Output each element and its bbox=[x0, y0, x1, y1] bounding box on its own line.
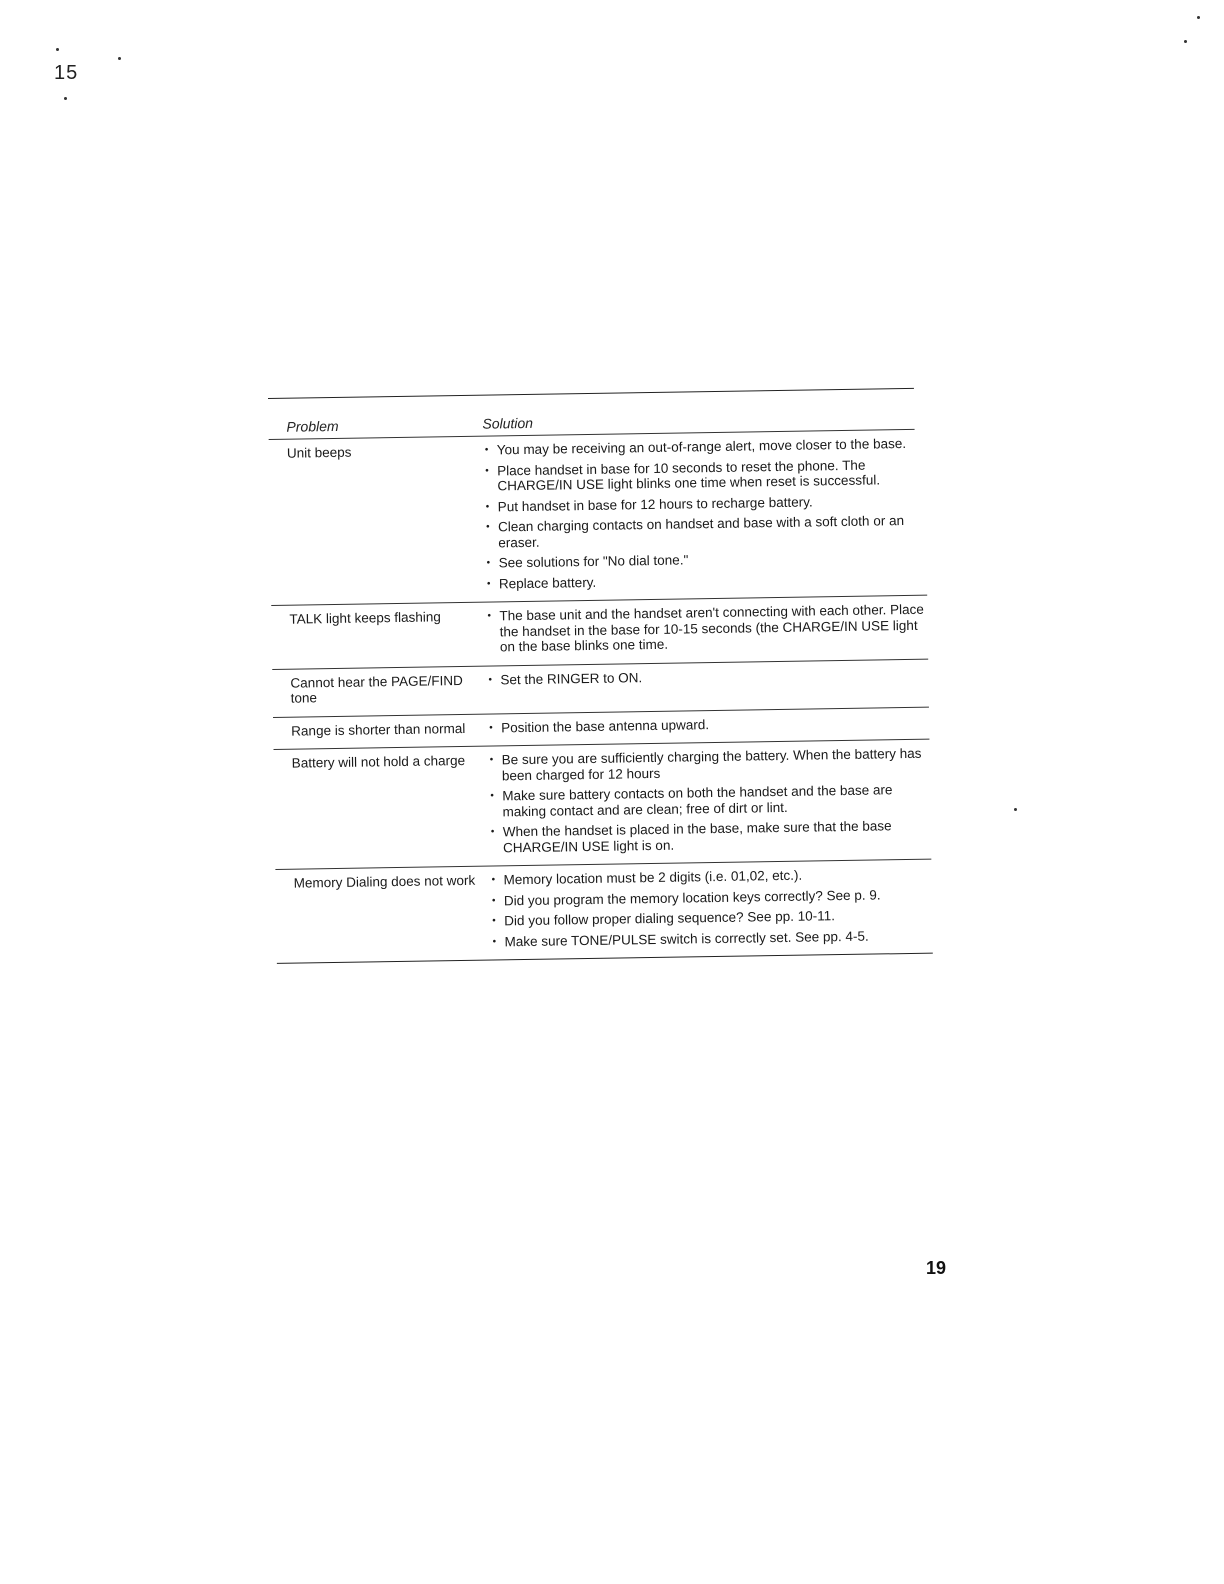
solution-item: • Be sure you are sufficiently charging the battery. When the battery has been charged for 12 hours bbox=[488, 746, 930, 784]
solution-item: • The base unit and the handset aren't connecting with each other. Place the handset in the base for 10-15 seconds (the CHARGE/IN USE light on the base blinks one time. bbox=[485, 602, 928, 655]
page-number: 19 bbox=[926, 1258, 947, 1278]
problem-cell: Range is shorter than normal bbox=[291, 720, 466, 739]
solution-list bbox=[487, 713, 929, 735]
solution-list bbox=[483, 436, 927, 592]
solution-item: • Place handset in base for 10 seconds to reset the phone. The CHARGE/IN USE light blinks one time when reset is successful. bbox=[483, 456, 925, 494]
solution-item: • Replace battery. bbox=[485, 569, 927, 591]
solution-item: • You may be receiving an out-of-range alert, move closer to the base. bbox=[483, 436, 925, 458]
table-row bbox=[275, 860, 932, 964]
scan-speck bbox=[64, 97, 67, 100]
corner-page-mark: 15 bbox=[54, 62, 79, 84]
scan-speck bbox=[118, 57, 121, 60]
solution-item: • Set the RINGER to ON. bbox=[486, 665, 928, 687]
solution-item: • Memory location must be 2 digits (i.e. 01,02, etc.). bbox=[489, 866, 931, 888]
table-body bbox=[269, 430, 933, 964]
solution-item: • See solutions for "No dial tone." bbox=[485, 549, 927, 571]
solution-list bbox=[489, 866, 932, 950]
header-problem: Problem bbox=[286, 417, 339, 435]
table-row bbox=[271, 596, 928, 670]
solution-item: • When the handset is placed in the base, make sure that the base CHARGE/IN USE light is on. bbox=[489, 818, 931, 856]
solution-list bbox=[486, 665, 928, 703]
problem-cell: Memory Dialing does not work bbox=[293, 872, 476, 891]
problem-cell: TALK light keeps flashing bbox=[289, 609, 441, 627]
solution-list bbox=[488, 746, 932, 856]
solution-list bbox=[485, 602, 928, 655]
solution-item: • Put handset in base for 12 hours to recharge battery. bbox=[484, 492, 926, 514]
solution-item: • Did you program the memory location keys correctly? See p. 9. bbox=[490, 886, 932, 908]
scan-speck bbox=[56, 48, 59, 51]
scan-speck bbox=[1184, 40, 1187, 43]
solution-item: • Make sure battery contacts on both the handset and the base are making contact and are clean; free of dirt or lint. bbox=[488, 782, 930, 820]
scan-speck bbox=[1197, 16, 1200, 19]
troubleshooting-table bbox=[268, 388, 933, 964]
problem-cell: Cannot hear the PAGE/FIND tone bbox=[290, 672, 463, 706]
table-row bbox=[269, 430, 928, 606]
solution-item: • Did you follow proper dialing sequence? See pp. 10-11. bbox=[490, 907, 932, 929]
table-row bbox=[274, 740, 932, 870]
header-solution: Solution bbox=[482, 414, 534, 432]
solution-item: • Position the base antenna upward. bbox=[487, 713, 929, 735]
solution-item: • Clean charging contacts on handset and base with a soft cloth or an eraser. bbox=[484, 513, 926, 551]
scan-speck bbox=[1014, 808, 1017, 811]
problem-cell: Unit beeps bbox=[286, 444, 352, 461]
solution-item: • Make sure TONE/PULSE switch is correctly set. See pp. 4-5. bbox=[490, 927, 932, 949]
problem-cell: Battery will not hold a charge bbox=[291, 752, 466, 771]
